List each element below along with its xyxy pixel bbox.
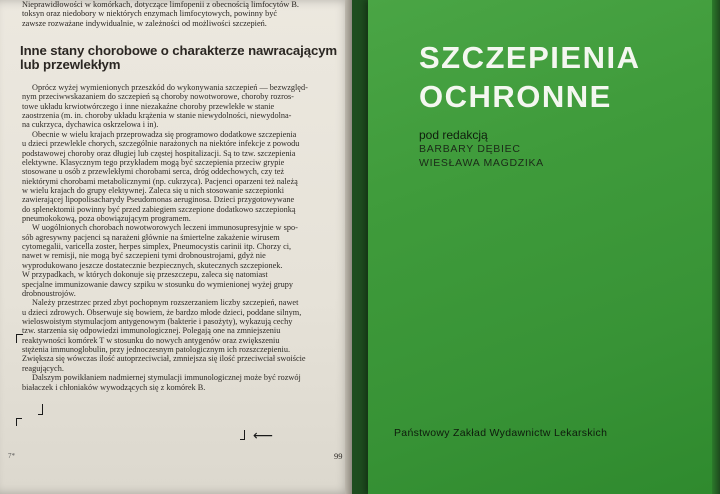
text-line: pneumokokową, poza obowiązującym programem. xyxy=(22,214,191,224)
pen-bracket-open xyxy=(16,418,22,426)
cover-editors xyxy=(419,128,544,170)
text-line: zawierającej lipopolisacharydy Pseudomonas aeruginosa. Dzieci przygotowywane xyxy=(22,195,295,205)
publisher-name: Państwowy Zakład Wydawnictw Lekarskich xyxy=(394,427,608,439)
text-line: drobnoustrojów. xyxy=(22,288,76,298)
paragraph xyxy=(22,298,344,373)
editor-name: BARBARY DĘBIEC xyxy=(419,143,521,155)
body-text xyxy=(22,83,344,392)
top-line: Nieprawidłowości w komórkach, dotyczące limfopenii z obecnością limfocytów B. xyxy=(22,0,299,9)
top-line: toksyn oraz niedobory w niektórych enzymach limfocytowych, powinny być xyxy=(22,9,278,19)
text-line: białaczek i chłoniaków wywodzących się z komórek B. xyxy=(22,382,206,392)
text-line: Zwiększa się wówczas ilość autoprzeciwciał, zmniejsza się ilość przeciwciał swoiście xyxy=(22,354,306,364)
text-line: wieloswoistym stymulacjom antygenowym (bakterie i pasożyty), wykazują cechy xyxy=(22,316,293,326)
text-line: nym przeciwwskazaniem do szczepień są choroby nowotworowe, choroby rozros- xyxy=(22,92,294,102)
text-line: reagujących. xyxy=(22,363,64,373)
text-line: u dzieci przewlekle chorych, szczególnie narażonych na niektóre infekcje z powodu xyxy=(22,139,300,149)
text-line: stosowane u osób z przewlekłymi chorobami serca, dróg oddechowych, czy też xyxy=(22,167,285,177)
pen-bracket-open xyxy=(16,334,23,343)
text-line: Obecnie w wielu krajach przeprowadza się programowo dodatkowe szczepienia xyxy=(32,129,297,139)
text-line: nawet w remisji, nie mogą być szczepieni tymi drobnoustrojami, gdyż nie xyxy=(22,251,266,261)
text-line: u dzieci zdrowych. Obserwuje się bowiem, że bardzo młode dzieci, poddane silnym, xyxy=(22,307,302,317)
text-line: Dalszym powikłaniem nadmiernej stymulacji immunologicznej może być rozwój xyxy=(32,373,301,383)
text-line: tzw. starzenia się odpowiedzi immunologicznej. Polegają one na zmniejszeniu xyxy=(22,326,281,336)
text-line: towe układu krwiotwórczego i inne niezakaźne choroby przewlekłe w stanie xyxy=(22,101,275,111)
text-line: Oprócz wyżej wymienionych przeszkód do wykonywania szczepień — bezwzględ- xyxy=(32,83,308,92)
section-heading xyxy=(20,44,340,72)
text-line: podstawowej choroby oraz długiej lub częstej hospitalizacji. Są to tzw. szczepienia xyxy=(22,148,296,158)
pen-arrow-icon: ⟵ xyxy=(253,428,274,444)
top-line: zawsze rozważane indywidualnie, w zależności od możliwości szczepień. xyxy=(22,18,267,28)
paragraph xyxy=(22,83,344,130)
text-line: reaktywności komórek T w stosunku do nowych antygenów oraz zwiększeniu xyxy=(22,335,280,345)
left-book-page xyxy=(0,0,352,494)
text-line: stężenia immunoglobulin, przy jednoczesnym patologicznym ich rozszczepieniu. xyxy=(22,345,291,355)
text-line: Należy przestrzec przed zbyt pochopnym rozszerzaniem liczby szczepień, nawet xyxy=(32,298,299,308)
paragraph xyxy=(22,373,344,392)
text-line: wyprodukowano jeszcze dostatecznie bezpiecznych, skutecznych szczepionek. xyxy=(22,260,283,270)
editor-label: pod redakcją xyxy=(419,128,488,142)
paragraph xyxy=(22,223,344,298)
editor-name: WIESŁAWA MAGDZIKA xyxy=(419,157,544,169)
text-line: zaostrzenia (m. in. choroby układu krążenia w stanie niewydolności, niewydolna- xyxy=(22,111,292,121)
page-top-text xyxy=(22,0,340,28)
paragraph xyxy=(22,130,344,224)
text-line: elektywne. Klasycznym tego przykładem mogą być szczepienia przeciw grypie xyxy=(22,157,285,167)
text-line: na cukrzyca, dychawica oskrzelowa i in). xyxy=(22,120,159,130)
corner-mark: 7* xyxy=(8,452,15,460)
cover-title-line: OCHRONNE xyxy=(419,79,612,114)
text-line: cytomegalii, varicella zoster, herpes simplex, Pneumocystis carinii itp. Chorzy ci, xyxy=(22,242,292,252)
page-number: 99 xyxy=(334,451,343,461)
cover-title xyxy=(419,38,640,116)
heading-line: lub przewlekłym xyxy=(20,57,121,72)
text-line: W przypadkach, w których dokonuje się przeszczepu, zaleca się natomiast xyxy=(22,270,268,280)
text-line: niektórymi chorobami metabolicznymi (np. cukrzyca). Pacjenci oparzeni też należą xyxy=(22,176,298,186)
text-line: specjalne immunizowanie dawcy szpiku w stosunku do wymienionej wyżej grupy xyxy=(22,279,294,289)
text-line: W uogólnionych chorobach nowotworowych leczeni immunosupresyjnie w spo- xyxy=(32,223,298,233)
cover-edge xyxy=(712,0,720,494)
pen-bracket-close xyxy=(38,404,43,415)
heading-line: Inne stany chorobowe o charakterze nawracającym xyxy=(20,43,338,58)
text-line: do splenektomii powinny być przed zabiegiem szczepione dodatkowo szczepionką xyxy=(22,204,296,214)
text-line: w wielu krajach do grupy elektywnej. Zaleca się u nich stosowanie szczepionki xyxy=(22,185,285,195)
text-line: sób agresywny pacjenci są narażeni głównie na śmiertelne zakażenie wirusem xyxy=(22,232,280,242)
pen-bracket-close xyxy=(240,430,245,440)
cover-title-line: SZCZEPIENIA xyxy=(419,40,641,75)
